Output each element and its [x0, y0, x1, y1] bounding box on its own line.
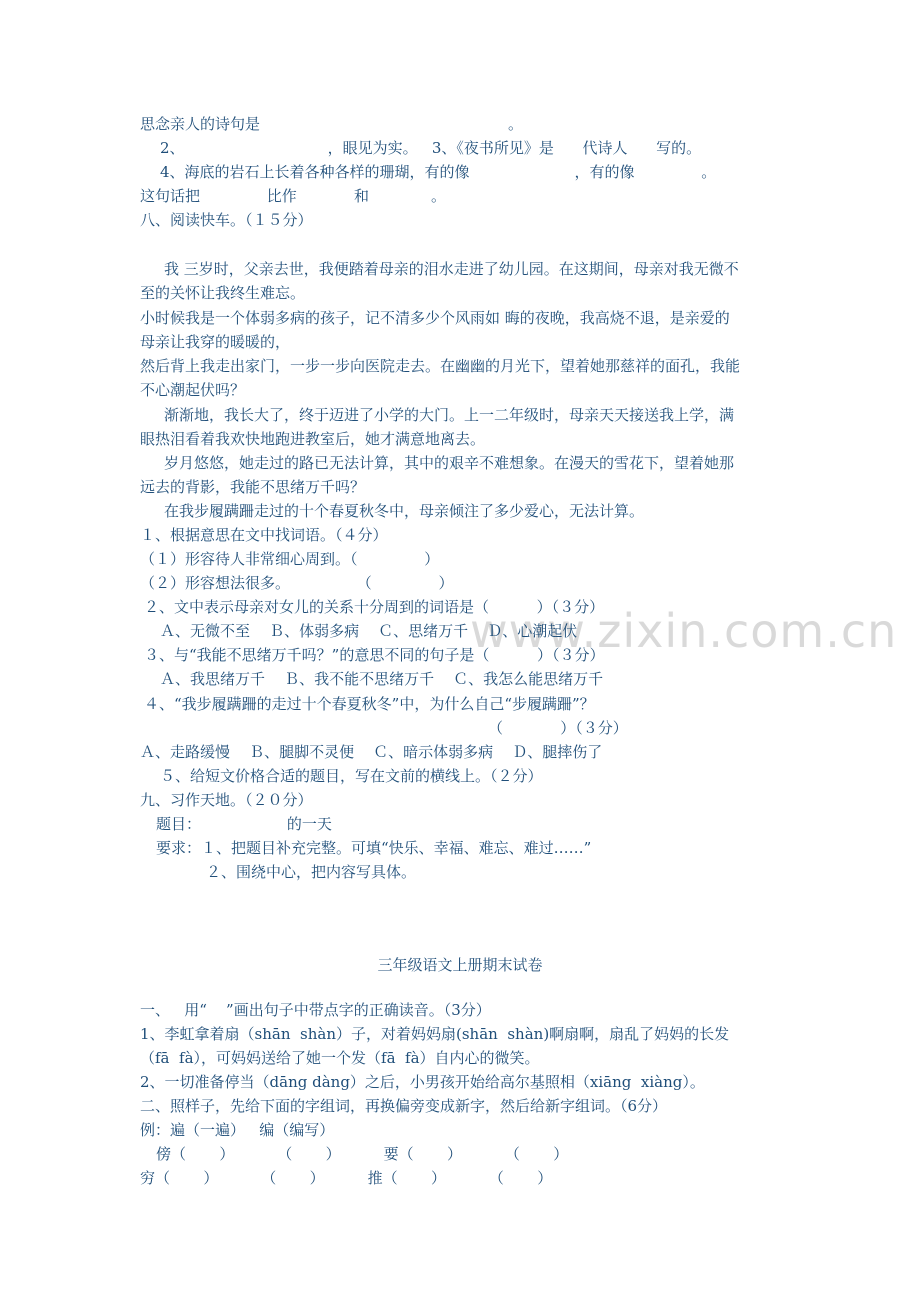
passage-line: 渐渐地，我长大了，终于迈进了小学的大门。上一二年级时，母亲天天接送我上学，满 [164, 406, 735, 424]
question-line: Ａ、我思绪万千 Ｂ、我不能不思绪万千 Ｃ、我怎么能思绪万千 [160, 670, 604, 688]
section-heading: 九、习作天地。（２０分） [140, 791, 313, 809]
exam-line: 例：遍（一遍） 编（编写） [140, 1121, 335, 1139]
passage-line: 远去的背影，我能不思绪万千吗？ [140, 478, 366, 496]
question-line: ４、“我步履蹒跚的走过十个春夏秋冬”中，为什么自己“步履蹒跚”？ [144, 695, 595, 713]
question-line: （２）形容想法很多。 （ ） [140, 574, 454, 592]
passage-line: 岁月悠悠，她走过的路已无法计算，其中的艰辛不难想象。在漫天的雪花下，望着她那 [164, 454, 735, 472]
passage-line: 眼热泪看着我欢快地跑进教室后，她才满意地离去。 [140, 430, 486, 448]
question-line: Ａ、无微不至 Ｂ、体弱多病 Ｃ、思绪万千 Ｄ、心潮起伏 [160, 622, 578, 640]
question-line: ２、文中表示母亲对女儿的关系十分周到的词语是（ ）（３分） [144, 598, 605, 616]
passage-line: 然后背上我走出家门，一步一步向医院走去。在幽幽的月光下，望着她那慈祥的面孔，我能 [140, 357, 741, 375]
text-line: 思念亲人的诗句是 。 [140, 115, 523, 133]
passage-line: 小时候我是一个体弱多病的孩子，记不清多少个风雨如 晦的夜晚，我高烧不退，是亲爱的 [140, 309, 730, 327]
passage-line: 至的关怀让我终生难忘。 [140, 284, 306, 302]
exam-line: 2、一切准备停当（dāng dàng）之后，小男孩开始给高尔基照相（xiāng xiàng）。 [140, 1073, 705, 1091]
question-line: １、根据意思在文中找词语。（４分） [140, 526, 388, 544]
passage-line: 母亲让我穿的暖暖的， [140, 333, 291, 351]
section-heading: 八、阅读快车。（１５分） [140, 211, 313, 229]
exam-line: 1、李虹拿着扇（shān shàn）子，对着妈妈扇(shān shàn)啊扇啊，扇乱了妈妈的长发 [140, 1025, 730, 1043]
exam-line: 傍（ ） （ ） 要（ ） （ ） [156, 1145, 569, 1163]
exam-line: （fā fà），可妈妈送给了她一个发（fā fà）自内心的微笑。 [140, 1049, 540, 1067]
exam-line: 一、 用“ ”画出句子中带点字的正确读音。（3分） [140, 1001, 491, 1019]
page-title: 三年级语文上册期末试卷 [377, 956, 543, 974]
text-line: 2、 ，眼见为实。 3、《夜书所见》是 代诗人 写的。 [160, 139, 702, 157]
text-line: 这句话把 比作 和 。 [140, 187, 446, 205]
exam-line: 二、照样子，先给下面的字组词，再换偏旁变成新字，然后给新字组词。（6分） [140, 1097, 668, 1115]
text-line: 4、海底的岩石上长着各种各样的珊瑚，有的像 ，有的像 。 [160, 163, 717, 181]
watermark: www.zixin.com.cn [470, 604, 898, 658]
writing-line: 题目： 的一天 [156, 815, 332, 833]
passage-line: 不心潮起伏吗？ [140, 381, 246, 399]
question-line: ３、与“我能不思绪万千吗？”的意思不同的句子是（ ）（３分） [144, 646, 605, 664]
question-line: ５、给短文价格合适的题目，写在文前的横线上。（２分） [160, 767, 543, 785]
passage-line: 我 三岁时，父亲去世，我便踏着母亲的泪水走进了幼儿园。在这期间，母亲对我无微不 [164, 260, 739, 278]
exam-line: 穷（ ） （ ） 推（ ） （ ） [140, 1169, 553, 1187]
writing-line: ２、围绕中心，把内容写具体。 [206, 863, 417, 881]
passage-line: 在我步履蹒跚走过的十个春夏秋冬中，母亲倾注了多少爱心，无法计算。 [164, 502, 645, 520]
question-line: （１）形容待人非常细心周到。（ ） [140, 550, 440, 568]
question-line: Ａ、走路缓慢 Ｂ、腿脚不灵便 Ｃ、暗示体弱多病 Ｄ、腿摔伤了 [140, 743, 603, 761]
writing-line: 要求：１、把题目补充完整。可填“快乐、幸福、难忘、难过……” [156, 839, 592, 857]
question-line: （ ）（３分） [488, 719, 628, 737]
